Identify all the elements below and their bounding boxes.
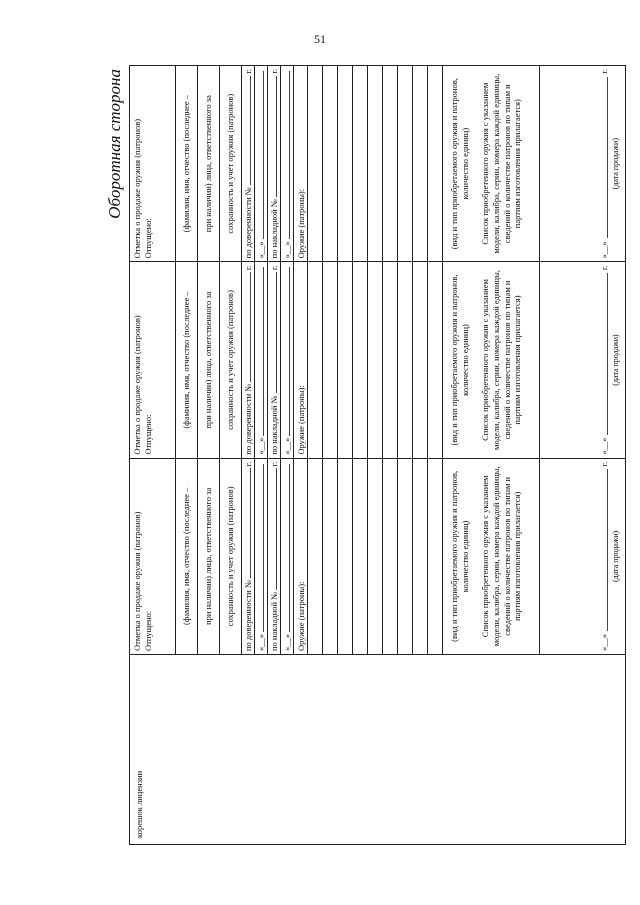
- storage-caption: сохранность и учет оружия (патронов): [220, 66, 242, 261]
- invoice-date-field[interactable]: [281, 66, 294, 261]
- proxy-fill-line: [243, 272, 251, 382]
- weapons-entry-row[interactable]: [368, 262, 383, 457]
- weapons-label: Оружие (патроны):: [294, 66, 308, 261]
- date-open: «__»: [599, 437, 610, 455]
- date-fill-line: [256, 267, 264, 435]
- weapons-entry-row[interactable]: [338, 66, 353, 261]
- proxy-label: по доверенности №: [243, 383, 253, 455]
- responsible-caption: при наличии) лица, ответственного за: [198, 459, 220, 654]
- storage-caption: сохранность и учет оружия (патронов): [220, 262, 242, 457]
- proxy-number-field[interactable]: [242, 459, 255, 654]
- weapons-entry-row[interactable]: [413, 459, 428, 654]
- invoice-label: по накладной №: [269, 591, 279, 651]
- weapons-entry-row[interactable]: [383, 66, 398, 261]
- weapons-entry-row[interactable]: [368, 459, 383, 654]
- weapons-entry-row[interactable]: [413, 262, 428, 457]
- sale-date-caption: (дата продажи): [611, 334, 620, 386]
- weapons-entry-row[interactable]: [428, 459, 443, 654]
- weapons-entry-row[interactable]: [413, 66, 428, 261]
- weapons-entry-row[interactable]: [338, 459, 353, 654]
- name-caption: (фамилия, имя, отчество (последнее –: [176, 459, 198, 654]
- column-header: [130, 459, 176, 654]
- list-note: Список приобретенного оружия с указанием модели, калибра, серии, номера каждой единицы, сведений о количестве патронов по типам и партиям изготовления прилагается): [480, 466, 523, 647]
- proxy-number-field[interactable]: [242, 262, 255, 457]
- proxy-date-field[interactable]: [255, 459, 268, 654]
- proxy-fill-line: [243, 468, 251, 578]
- type-note: (вид и тип приобретаемого оружия и патронов, количество единиц): [449, 274, 470, 446]
- weapons-entry-row[interactable]: [323, 262, 338, 457]
- responsible-caption: при наличии) лица, ответственного за: [198, 262, 220, 457]
- notes-block: [443, 459, 540, 654]
- date-open: «__»: [599, 634, 610, 651]
- notes-block: [443, 66, 540, 261]
- weapons-entry-row[interactable]: [308, 459, 323, 654]
- column-header: [130, 66, 176, 261]
- sale-date-field[interactable]: [599, 462, 610, 651]
- date-open: «__»: [282, 634, 292, 651]
- invoice-number-field[interactable]: [268, 459, 281, 654]
- stub-label: корешок лицензии: [134, 770, 144, 838]
- weapons-entry-row[interactable]: [308, 66, 323, 261]
- date-open: «__»: [599, 241, 610, 259]
- invoice-label: по накладной №: [269, 199, 279, 259]
- column-header: [130, 262, 176, 457]
- weapons-entry-row[interactable]: [398, 66, 413, 261]
- weapons-entry-row[interactable]: [383, 459, 398, 654]
- proxy-fill-line: [243, 76, 251, 186]
- year-suffix: г.: [243, 265, 253, 270]
- sale-mark-column: [130, 66, 625, 261]
- invoice-label: по накладной №: [269, 395, 279, 455]
- name-caption: (фамилия, имя, отчество (последнее –: [176, 66, 198, 261]
- sale-date-field[interactable]: [599, 265, 610, 454]
- notes-block: [443, 262, 540, 457]
- year-suffix: г.: [599, 265, 610, 270]
- list-note: Список приобретенного оружия с указанием модели, калибра, серии, номера каждой единицы, сведений о количестве патронов по типам и партиям изготовления прилагается): [480, 73, 523, 254]
- date-open: «__»: [256, 241, 266, 259]
- proxy-date-field[interactable]: [255, 66, 268, 261]
- sale-date-caption: (дата продажи): [611, 530, 620, 583]
- sale-mark-column: [130, 261, 625, 457]
- column-title: Отметка о продаже оружия (патронов): [132, 118, 142, 259]
- type-note: (вид и тип приобретаемого оружия и патронов, количество единиц): [449, 470, 470, 642]
- side-heading: Оборотная сторона: [105, 69, 124, 219]
- sale-date-block: [540, 262, 625, 457]
- invoice-fill-line: [269, 76, 277, 197]
- date-open: «__»: [256, 437, 266, 455]
- weapons-entry-row[interactable]: [398, 459, 413, 654]
- list-note: Список приобретенного оружия с указанием модели, калибра, серии, номера каждой единицы, сведений о количестве патронов по типам и партиям изготовления прилагается): [480, 270, 523, 450]
- sale-mark-column: [130, 458, 625, 654]
- weapons-entry-row[interactable]: [383, 262, 398, 457]
- sale-date-field[interactable]: [599, 69, 610, 258]
- name-caption: (фамилия, имя, отчество (последнее –: [176, 262, 198, 457]
- weapons-entry-row[interactable]: [353, 262, 368, 457]
- weapons-entry-row[interactable]: [428, 66, 443, 261]
- responsible-caption: при наличии) лица, ответственного за: [198, 66, 220, 261]
- year-suffix: г.: [269, 69, 279, 74]
- weapons-entry-row[interactable]: [398, 262, 413, 457]
- license-stub-column: [130, 654, 625, 844]
- released-label: Отпущено:: [142, 610, 153, 651]
- date-open: «__»: [282, 437, 292, 455]
- sale-date-fill-line: [607, 469, 608, 631]
- date-fill-line: [282, 267, 290, 435]
- year-suffix: г.: [243, 461, 253, 467]
- date-fill-line: [256, 464, 264, 632]
- invoice-number-field[interactable]: [268, 262, 281, 457]
- type-note: (вид и тип приобретаемого оружия и патронов, количество единиц): [449, 78, 470, 250]
- year-suffix: г.: [599, 461, 610, 467]
- weapons-entry-row[interactable]: [323, 66, 338, 261]
- date-open: «__»: [256, 634, 266, 651]
- sale-marks-table: [129, 65, 626, 845]
- weapons-entry-row[interactable]: [308, 262, 323, 457]
- weapons-label: Оружие (патроны):: [294, 459, 308, 654]
- column-title: Отметка о продаже оружия (патронов): [132, 315, 142, 455]
- invoice-fill-line: [269, 272, 277, 393]
- weapons-entry-row[interactable]: [428, 262, 443, 457]
- sale-date-block: [540, 459, 625, 654]
- date-fill-line: [256, 71, 264, 239]
- weapons-entry-row[interactable]: [353, 459, 368, 654]
- proxy-date-field[interactable]: [255, 262, 268, 457]
- proxy-label: по доверенности №: [243, 579, 253, 651]
- storage-caption: сохранность и учет оружия (патронов): [220, 459, 242, 654]
- sale-date-fill-line: [607, 77, 608, 239]
- date-fill-line: [282, 71, 290, 239]
- weapons-entry-row[interactable]: [323, 459, 338, 654]
- sale-date-caption: (дата продажи): [611, 138, 620, 190]
- sale-date-block: [540, 66, 625, 261]
- year-suffix: г.: [599, 69, 610, 74]
- weapons-entry-row[interactable]: [353, 66, 368, 261]
- proxy-number-field[interactable]: [242, 66, 255, 261]
- year-suffix: г.: [243, 69, 253, 74]
- date-fill-line: [282, 464, 290, 632]
- weapons-label: Оружие (патроны):: [294, 262, 308, 457]
- proxy-label: по доверенности №: [243, 187, 253, 259]
- rotated-form-sheet: [101, 65, 626, 845]
- sale-date-fill-line: [607, 273, 608, 435]
- column-title: Отметка о продаже оружия (патронов): [132, 511, 142, 651]
- invoice-fill-line: [269, 468, 277, 589]
- weapons-entry-row[interactable]: [338, 262, 353, 457]
- invoice-date-field[interactable]: [281, 262, 294, 457]
- page-number: 51: [314, 32, 326, 46]
- released-label: Отпущено:: [142, 414, 153, 455]
- invoice-number-field[interactable]: [268, 66, 281, 261]
- year-suffix: г.: [269, 265, 279, 270]
- invoice-date-field[interactable]: [281, 459, 294, 654]
- weapons-entry-row[interactable]: [368, 66, 383, 261]
- released-label: Отпущено:: [142, 218, 153, 259]
- year-suffix: г.: [269, 461, 279, 467]
- date-open: «__»: [282, 241, 292, 259]
